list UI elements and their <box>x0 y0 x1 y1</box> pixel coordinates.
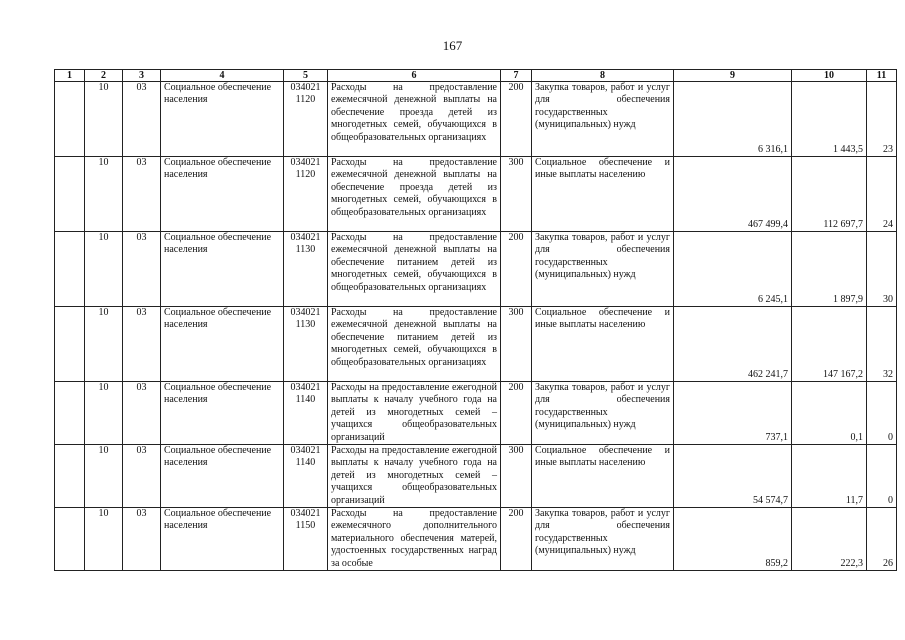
expense-type-name-cell: Закупка товаров, работ и услуг для обеспечения государственных (муниципальных) нужд <box>532 382 674 445</box>
expense-type-name-cell: Социальное обеспечение и иные выплаты населению <box>532 157 674 232</box>
percent-cell: 30 <box>867 232 897 307</box>
row-index-cell <box>55 157 85 232</box>
header-cell: 9 <box>674 70 792 82</box>
page-number: 167 <box>442 38 463 53</box>
section-name-cell: Социальное обеспечение населения <box>161 508 284 571</box>
row-index-cell <box>55 232 85 307</box>
percent-cell: 26 <box>867 508 897 571</box>
section-name-cell: Социальное обеспечение населения <box>161 157 284 232</box>
section-code-cell: 10 <box>85 445 123 508</box>
expense-type-code-cell: 300 <box>501 307 532 382</box>
expense-type-code-cell: 200 <box>501 82 532 157</box>
description-cell: Расходы на предоставление ежемесячной денежной выплаты на обеспечение питанием детей из многодетных семей, обучающихся в общеобразовательных организациях <box>328 307 501 382</box>
expense-type-code-cell: 200 <box>501 232 532 307</box>
expense-type-code-cell: 200 <box>501 382 532 445</box>
amount-cell: 6 316,1 <box>674 82 792 157</box>
expense-type-code-cell: 200 <box>501 508 532 571</box>
budget-table <box>54 69 897 571</box>
header-cell: 8 <box>532 70 674 82</box>
table-row <box>55 445 897 508</box>
header-cell: 6 <box>328 70 501 82</box>
section-code-cell: 10 <box>85 508 123 571</box>
section-code-cell: 10 <box>85 382 123 445</box>
table-row <box>55 508 897 571</box>
amount-cell: 222,3 <box>792 508 867 571</box>
amount-cell: 147 167,2 <box>792 307 867 382</box>
row-index-cell <box>55 508 85 571</box>
amount-cell: 1 443,5 <box>792 82 867 157</box>
description-cell: Расходы на предоставление ежемесячной денежной выплаты на обеспечение проезда детей из многодетных семей, обучающихся в общеобразовательных организациях <box>328 82 501 157</box>
subsection-code-cell: 03 <box>123 307 161 382</box>
subsection-code-cell: 03 <box>123 157 161 232</box>
row-index-cell <box>55 445 85 508</box>
header-cell: 7 <box>501 70 532 82</box>
description-cell: Расходы на предоставление ежегодной выплаты к началу учебного года на детей из многодетных семей – учащихся общеобразовательных организаций <box>328 382 501 445</box>
amount-cell: 1 897,9 <box>792 232 867 307</box>
subsection-code-cell: 03 <box>123 445 161 508</box>
header-row <box>55 70 897 82</box>
expense-type-name-cell: Закупка товаров, работ и услуг для обеспечения государственных (муниципальных) нужд <box>532 508 674 571</box>
table-row <box>55 157 897 232</box>
section-name-cell: Социальное обеспечение населения <box>161 445 284 508</box>
percent-cell: 0 <box>867 382 897 445</box>
amount-cell: 0,1 <box>792 382 867 445</box>
row-index-cell <box>55 82 85 157</box>
target-code-cell: 034021 1150 <box>284 508 328 571</box>
percent-cell: 23 <box>867 82 897 157</box>
expense-type-name-cell: Социальное обеспечение и иные выплаты населению <box>532 307 674 382</box>
subsection-code-cell: 03 <box>123 82 161 157</box>
section-code-cell: 10 <box>85 307 123 382</box>
section-code-cell: 10 <box>85 82 123 157</box>
description-cell: Расходы на предоставление ежемесячной денежной выплаты на обеспечение проезда детей из многодетных семей, обучающихся в общеобразовательных организациях <box>328 157 501 232</box>
expense-type-code-cell: 300 <box>501 445 532 508</box>
header-cell: 5 <box>284 70 328 82</box>
percent-cell: 0 <box>867 445 897 508</box>
table-row <box>55 382 897 445</box>
row-index-cell <box>55 382 85 445</box>
target-code-cell: 034021 1130 <box>284 307 328 382</box>
amount-cell: 112 697,7 <box>792 157 867 232</box>
header-cell: 4 <box>161 70 284 82</box>
section-name-cell: Социальное обеспечение населения <box>161 82 284 157</box>
subsection-code-cell: 03 <box>123 232 161 307</box>
section-name-cell: Социальное обеспечение населения <box>161 232 284 307</box>
amount-cell: 6 245,1 <box>674 232 792 307</box>
percent-cell: 24 <box>867 157 897 232</box>
expense-type-name-cell: Закупка товаров, работ и услуг для обеспечения государственных (муниципальных) нужд <box>532 82 674 157</box>
target-code-cell: 034021 1140 <box>284 445 328 508</box>
header-cell: 10 <box>792 70 867 82</box>
description-cell: Расходы на предоставление ежемесячного дополнительного материального обеспечения матерей, удостоенных государственных наград за особые <box>328 508 501 571</box>
expense-type-name-cell: Социальное обеспечение и иные выплаты населению <box>532 445 674 508</box>
section-code-cell: 10 <box>85 232 123 307</box>
header-cell: 11 <box>867 70 897 82</box>
subsection-code-cell: 03 <box>123 508 161 571</box>
table-row <box>55 82 897 157</box>
expense-type-name-cell: Закупка товаров, работ и услуг для обеспечения государственных (муниципальных) нужд <box>532 232 674 307</box>
percent-cell: 32 <box>867 307 897 382</box>
header-cell: 1 <box>55 70 85 82</box>
target-code-cell: 034021 1140 <box>284 382 328 445</box>
row-index-cell <box>55 307 85 382</box>
description-cell: Расходы на предоставление ежегодной выплаты к началу учебного года на детей из многодетных семей – учащихся общеобразовательных организаций <box>328 445 501 508</box>
target-code-cell: 034021 1120 <box>284 157 328 232</box>
description-cell: Расходы на предоставление ежемесячной денежной выплаты на обеспечение питанием детей из многодетных семей, обучающихся в общеобразовательных организациях <box>328 232 501 307</box>
section-name-cell: Социальное обеспечение населения <box>161 382 284 445</box>
expense-type-code-cell: 300 <box>501 157 532 232</box>
table-row <box>55 232 897 307</box>
target-code-cell: 034021 1130 <box>284 232 328 307</box>
target-code-cell: 034021 1120 <box>284 82 328 157</box>
amount-cell: 737,1 <box>674 382 792 445</box>
subsection-code-cell: 03 <box>123 382 161 445</box>
section-code-cell: 10 <box>85 157 123 232</box>
amount-cell: 467 499,4 <box>674 157 792 232</box>
table-row <box>55 307 897 382</box>
amount-cell: 11,7 <box>792 445 867 508</box>
amount-cell: 54 574,7 <box>674 445 792 508</box>
amount-cell: 462 241,7 <box>674 307 792 382</box>
header-cell: 3 <box>123 70 161 82</box>
section-name-cell: Социальное обеспечение населения <box>161 307 284 382</box>
amount-cell: 859,2 <box>674 508 792 571</box>
header-cell: 2 <box>85 70 123 82</box>
